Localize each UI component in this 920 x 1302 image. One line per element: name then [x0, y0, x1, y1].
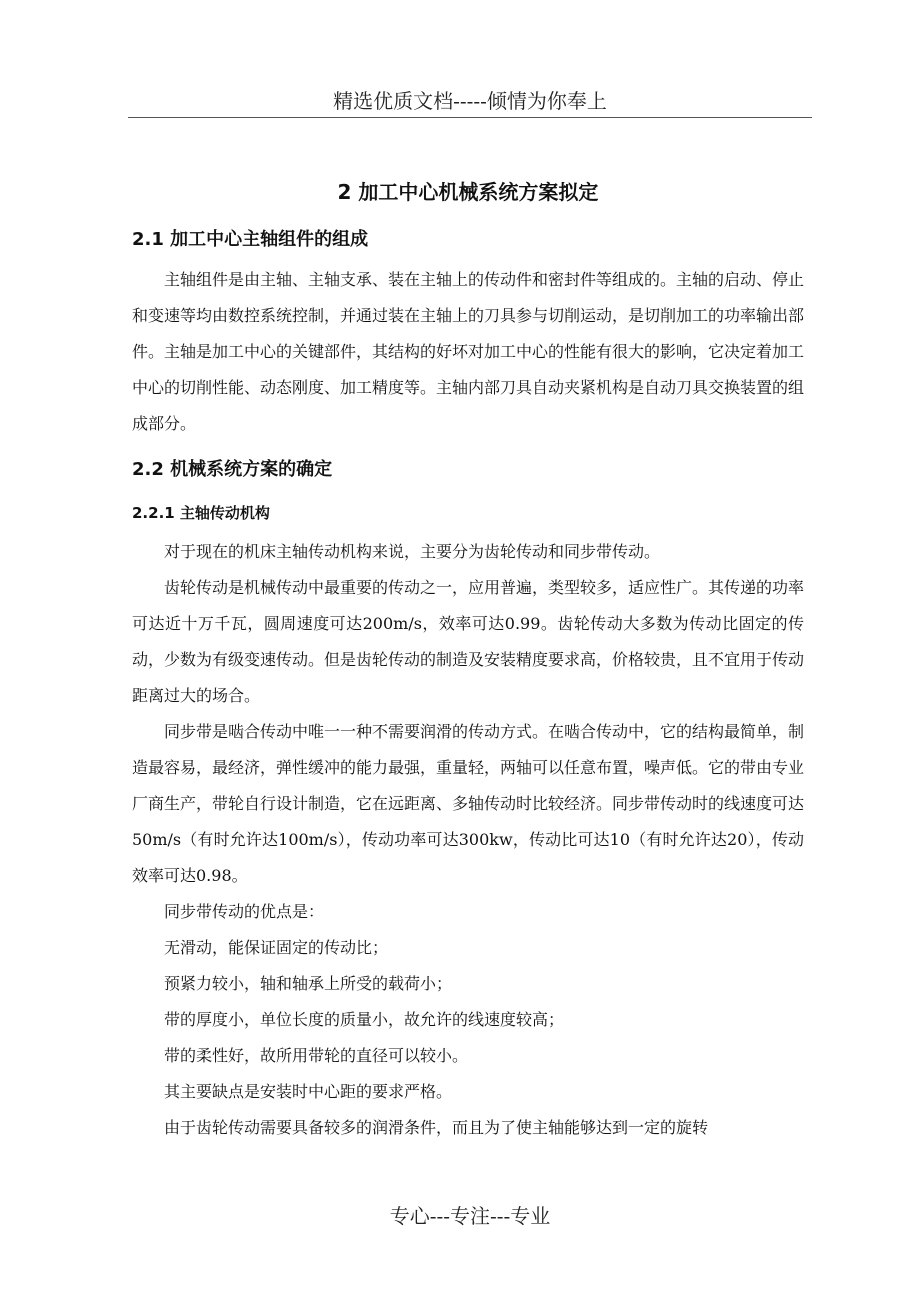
chapter-title: 2 加工中心机械系统方案拟定 — [337, 180, 599, 204]
section-title-2-1: 2.1 加工中心主轴组件的组成 — [132, 229, 369, 250]
paragraph: 其主要缺点是安装时中心距的要求严格。 — [164, 1082, 453, 1101]
paragraph: 对于现在的机床主轴传动机构来说，主要分为齿轮传动和同步带传动。 — [164, 542, 661, 561]
document-body — [132, 166, 804, 1146]
paragraph: 同步带是啮合传动中唯一一种不需要润滑的传动方式。在啮合传动中，它的结构最简单，制造最容易，最经济，弹性缓冲的能力最强，重量轻，两轴可以任意布置，噪声低。它的带由专业厂商生产，带轮自行设计制造，它在远距离、多轴传动时比较经济。同步带传动时的线速度可达50m/s（有时允许达100m/s），传动功率可达300kw，传动比可达10（有时允许达20），传动效率可达0.98。 — [132, 722, 805, 885]
list-item: 预紧力较小，轴和轴承上所受的载荷小； — [164, 974, 453, 993]
paragraph: 同步带传动的优点是： — [164, 902, 325, 921]
header-divider — [128, 117, 812, 118]
subsection-title-2-2-1: 2.2.1 主轴传动机构 — [132, 504, 270, 522]
list-item: 无滑动，能保证固定的传动比； — [164, 938, 389, 957]
paragraph: 由于齿轮传动需要具备较多的润滑条件，而且为了使主轴能够达到一定的旋转 — [164, 1118, 709, 1137]
page-footer: 专心---专注---专业 — [389, 1204, 551, 1228]
paragraph: 主轴组件是由主轴、主轴支承、装在主轴上的传动件和密封件等组成的。主轴的启动、停止和变速等均由数控系统控制，并通过装在主轴上的刀具参与切削运动，是切削加工的功率输出部件。主轴是加工中心的关键部件，其结构的好坏对加工中心的性能有很大的影响，它决定着加工中心的切削性能、动态刚度、加工精度等。主轴内部刀具自动夹紧机构是自动刀具交换装置的组成部分。 — [132, 270, 805, 433]
list-item: 带的厚度小，单位长度的质量小，故允许的线速度较高； — [164, 1010, 565, 1029]
list-item: 带的柔性好，故所用带轮的直径可以较小。 — [164, 1046, 469, 1065]
page-header: 精选优质文档-----倾情为你奉上 — [333, 89, 607, 113]
paragraph: 齿轮传动是机械传动中最重要的传动之一，应用普遍，类型较多，适应性广。其传递的功率可达近十万千瓦，圆周速度可达200m/s，效率可达0.99。齿轮传动大多数为传动比固定的传动，少数为有级变速传动。但是齿轮传动的制造及安装精度要求高，价格较贵，且不宜用于传动距离过大的场合。 — [132, 578, 805, 705]
section-title-2-2: 2.2 机械系统方案的确定 — [132, 459, 333, 480]
